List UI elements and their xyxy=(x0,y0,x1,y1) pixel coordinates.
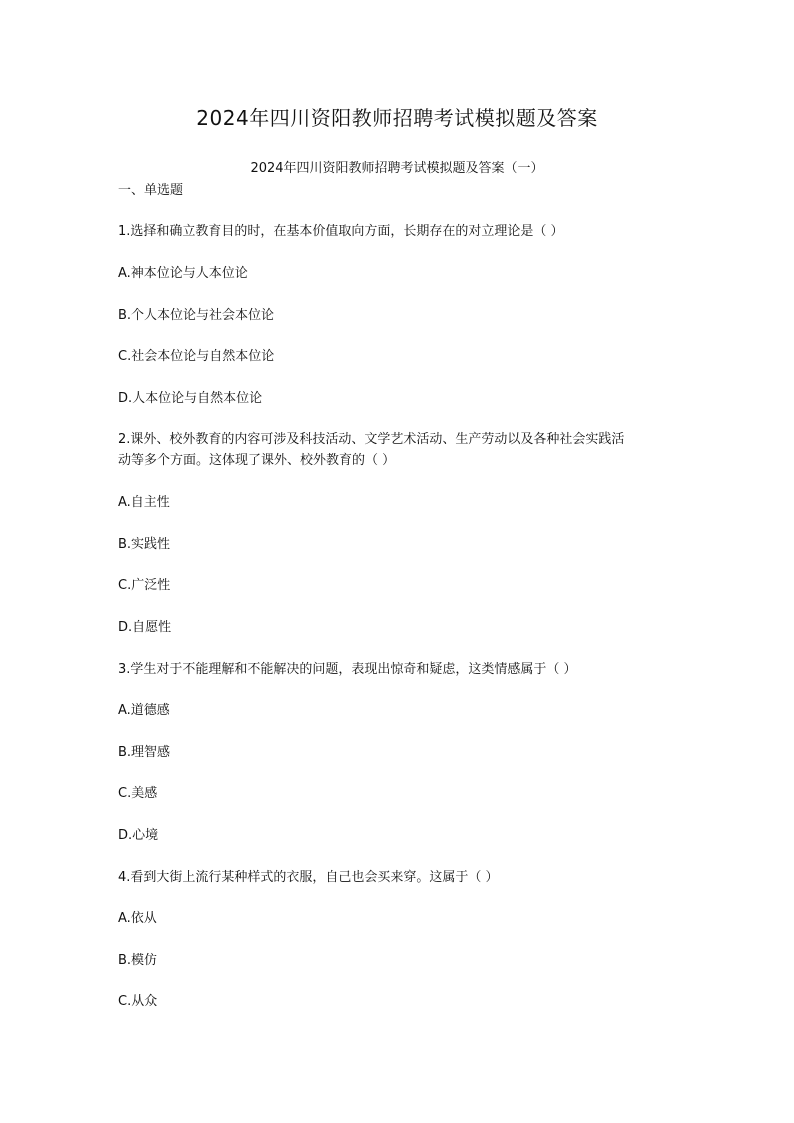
question-1-option-b: B.个人本位论与社会本位论 xyxy=(118,308,275,323)
question-4-option-b: B.模仿 xyxy=(118,953,158,968)
question-1-option-d: D.人本位论与自然本位论 xyxy=(118,391,263,406)
question-2-stem-line2: 动等多个方面。这体现了课外、校外教育的（ ） xyxy=(118,453,396,468)
question-2-stem-line1: 2.课外、校外教育的内容可涉及科技活动、文学艺术活动、生产劳动以及各种社会实践活 xyxy=(118,432,625,447)
question-1-stem: 1.选择和确立教育目的时，在基本价值取向方面，长期存在的对立理论是（ ） xyxy=(118,224,564,239)
question-3-option-d: D.心境 xyxy=(118,828,159,843)
question-3-option-a: A.道德感 xyxy=(118,703,170,718)
question-4-option-c: C.从众 xyxy=(118,994,158,1009)
document-subtitle: 2024年四川资阳教师招聘考试模拟题及答案（一） xyxy=(250,161,544,176)
question-2-option-c: C.广泛性 xyxy=(118,578,171,593)
question-4-stem: 4.看到大街上流行某种样式的衣服，自己也会买来穿。这属于（ ） xyxy=(118,870,499,885)
section-heading: 一、单选题 xyxy=(118,183,184,198)
question-3-option-b: B.理智感 xyxy=(118,745,171,760)
question-2-option-a: A.自主性 xyxy=(118,495,170,510)
question-1-option-c: C.社会本位论与自然本位论 xyxy=(118,349,275,364)
question-2-option-d: D.自愿性 xyxy=(118,620,172,635)
question-2-option-b: B.实践性 xyxy=(118,537,171,552)
question-3-option-c: C.美感 xyxy=(118,786,158,801)
document-title: 2024年四川资阳教师招聘考试模拟题及答案 xyxy=(196,106,598,130)
question-1-option-a: A.神本位论与人本位论 xyxy=(118,266,248,281)
question-4-option-a: A.依从 xyxy=(118,911,157,926)
question-3-stem: 3.学生对于不能理解和不能解决的问题，表现出惊奇和疑虑，这类情感属于（ ） xyxy=(118,662,577,677)
